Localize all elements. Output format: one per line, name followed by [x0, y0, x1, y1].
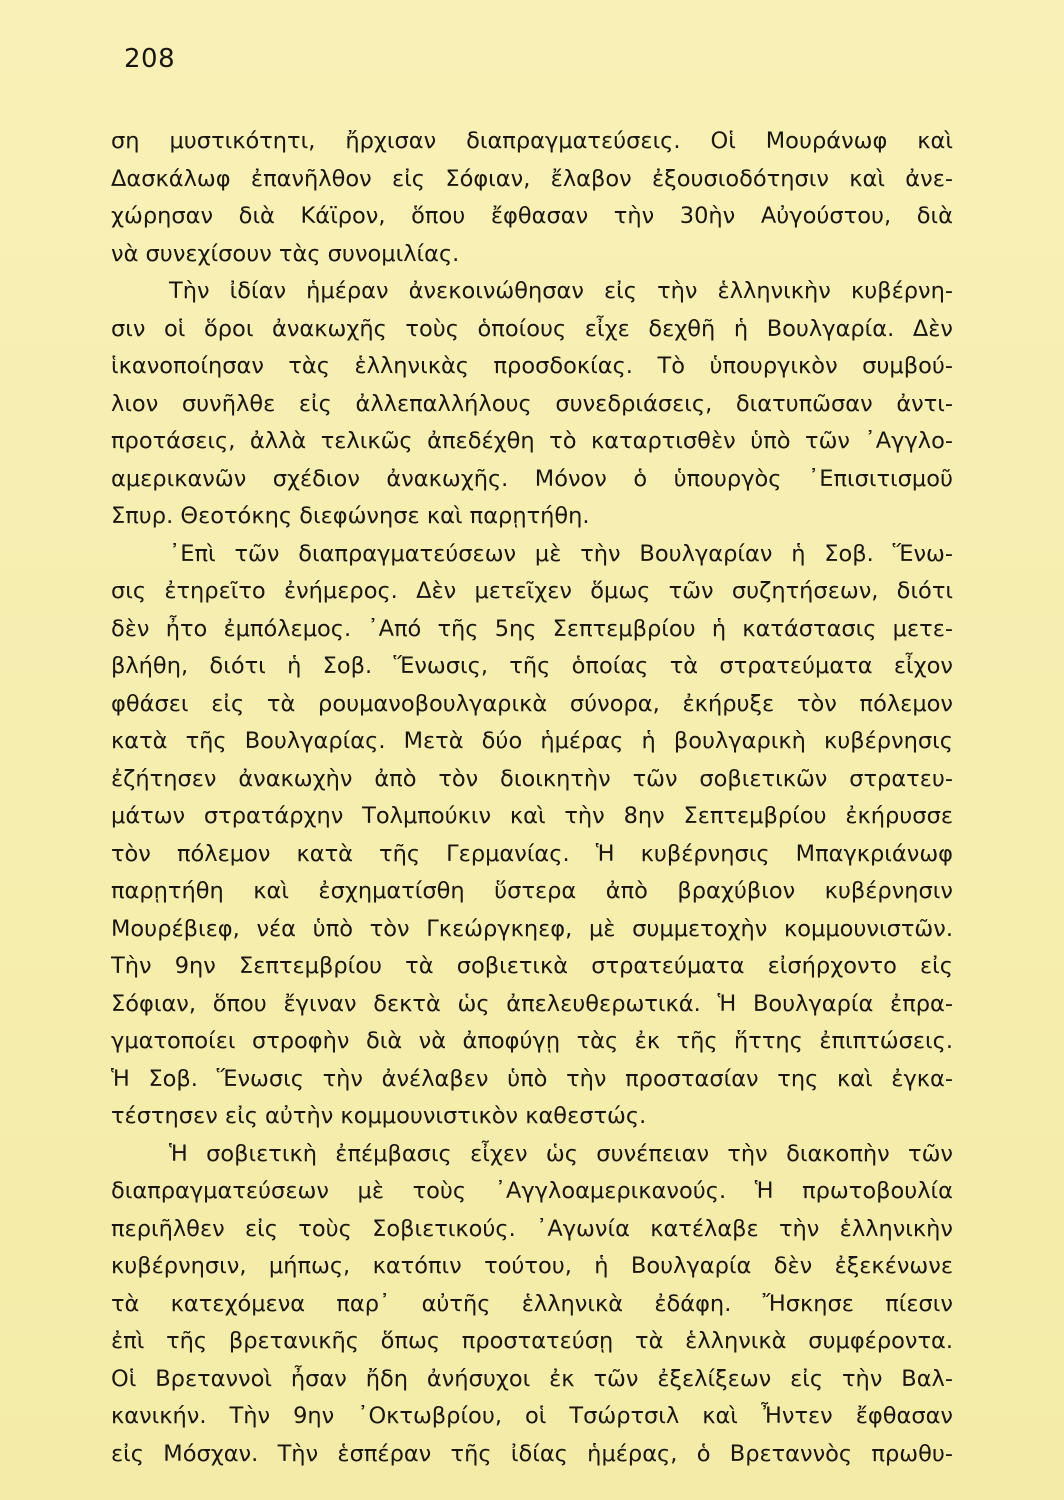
- text-line: τὰ κατεχόμενα παρ᾿ αὐτῆς ἑλληνικὰ ἐδάφη. Ἤσκησε πίεσιν: [111, 1290, 953, 1317]
- text-line: παρῃτήθη καὶ ἐσχηματίσθη ὕστερα ἀπὸ βραχύβιον κυβέρνησιν: [111, 878, 953, 904]
- text-line: διαπραγματεύσεων μὲ τοὺς ᾿Αγγλοαμερικανούς. Ἡ πρωτοβουλία: [111, 1178, 953, 1204]
- text-line: Τὴν 9ην Σεπτεμβρίου τὰ σοβιετικὰ στρατεύματα εἰσήρχοντο εἰς: [111, 953, 953, 979]
- text-line: νὰ συνεχίσουν τὰς συνομιλίας.: [111, 240, 460, 267]
- text-line: δὲν ἦτο ἐμπόλεμος. ᾿Από τῆς 5ης Σεπτεμβρίου ἡ κατάστασις μετε-: [111, 615, 953, 642]
- text-line: τὸν πόλεμον κατὰ τῆς Γερμανίας. Ἡ κυβέρνησις Μπαγκριάνωφ: [111, 840, 953, 867]
- text-line: Μουρέβιεφ, νέα ὑπὸ τὸν Γκεώργκηεφ, μὲ συμμετοχὴν κομμουνιστῶν.: [111, 915, 953, 942]
- text-line: σιν οἱ ὅροι ἀνακωχῆς τοὺς ὁποίους εἶχε δεχθῆ ἡ Βουλγαρία. Δὲν: [111, 315, 953, 342]
- text-line: Σόφιαν, ὅπου ἔγιναν δεκτὰ ὡς ἀπελευθερωτικά. Ἡ Βουλγαρία ἐπρα-: [111, 990, 953, 1017]
- text-line: Ἡ σοβιετικὴ ἐπέμβασις εἶχεν ὡς συνέπειαν τὴν διακοπὴν τῶν: [169, 1140, 953, 1167]
- text-line: ἐζήτησεν ἀνακωχὴν ἀπὸ τὸν διοικητὴν τῶν σοβιετικῶν στρατευ-: [111, 765, 953, 792]
- text-line: εἰς Μόσχαν. Τὴν ἑσπέραν τῆς ἰδίας ἡμέρας, ὁ Βρεταννὸς πρωθυ-: [111, 1440, 953, 1467]
- text-line: προτάσεις, ἀλλὰ τελικῶς ἀπεδέχθη τὸ καταρτισθὲν ὑπὸ τῶν ᾿Αγγλο-: [111, 428, 953, 454]
- text-line: κανικήν. Τὴν 9ην ᾿Οκτωβρίου, οἱ Τσώρτσιλ καὶ Ἦντεν ἔφθασαν: [111, 1403, 953, 1429]
- page-number: 208: [124, 44, 176, 74]
- body-text: [111, 123, 953, 1473]
- text-line: κυβέρνησιν, μήπως, κατόπιν τούτου, ἡ Βουλγαρία δὲν ἐξεκένωνε: [111, 1253, 953, 1279]
- text-line: ἐπὶ τῆς βρετανικῆς ὅπως προστατεύσῃ τὰ ἑλληνικὰ συμφέροντα.: [111, 1328, 953, 1354]
- text-line: σις ἐτηρεῖτο ἐνήμερος. Δὲν μετεῖχεν ὅμως τῶν συζητήσεων, διότι: [111, 578, 953, 604]
- text-line: Οἱ Βρεταννοὶ ἦσαν ἤδη ἀνήσυχοι ἐκ τῶν ἐξελίξεων εἰς τὴν Βαλ-: [111, 1365, 953, 1392]
- text-line: κατὰ τῆς Βουλγαρίας. Μετὰ δύο ἡμέρας ἡ βουλγαρικὴ κυβέρνησις: [111, 728, 953, 754]
- text-line: αμερικανῶν σχέδιον ἀνακωχῆς. Μόνον ὁ ὑπουργὸς ᾿Επισιτισμοῦ: [111, 465, 953, 492]
- text-line: Ἡ Σοβ. Ἕνωσις τὴν ἀνέλαβεν ὑπὸ τὴν προστασίαν της καὶ ἐγκα-: [111, 1065, 953, 1092]
- text-line: βλήθη, διότι ἡ Σοβ. Ἕνωσις, τῆς ὁποίας τὰ στρατεύματα εἶχον: [111, 653, 953, 679]
- text-line: χώρησαν διὰ Κάϊρον, ὅπου ἔφθασαν τὴν 30ὴν Αὐγούστου, διὰ: [111, 203, 953, 229]
- text-line: ᾿Επὶ τῶν διαπραγματεύσεων μὲ τὴν Βουλγαρίαν ἡ Σοβ. Ἕνω-: [169, 540, 953, 567]
- text-line: τέστησεν εἰς αὐτὴν κομμουνιστικὸν καθεστώς.: [111, 1103, 647, 1129]
- text-line: περιῆλθεν εἰς τοὺς Σοβιετικούς. ᾿Αγωνία κατέλαβε τὴν ἑλληνικὴν: [111, 1215, 953, 1242]
- text-line: φθάσει εἰς τὰ ρουμανοβουλγαρικὰ σύνορα, ἐκήρυξε τὸν πόλεμον: [111, 690, 953, 717]
- text-line: ση μυστικότητι, ἤρχισαν διαπραγματεύσεις. Οἱ Μουράνωφ καὶ: [111, 128, 953, 154]
- text-line: Σπυρ. Θεοτόκης διεφώνησε καὶ παρῃτήθη.: [111, 503, 590, 529]
- text-line: μάτων στρατάρχην Τολμπούκιν καὶ τὴν 8ην Σεπτεμβρίου ἐκήρυσσε: [111, 803, 953, 829]
- text-line: λιον συνῆλθε εἰς ἀλλεπαλλήλους συνεδριάσεις, διατυπῶσαν ἀντι-: [111, 390, 953, 417]
- text-line: Δασκάλωφ ἐπανῆλθον εἰς Σόφιαν, ἔλαβον ἐξουσιοδότησιν καὶ ἀνε-: [111, 165, 953, 192]
- text-line: Τὴν ἰδίαν ἡμέραν ἀνεκοινώθησαν εἰς τὴν ἑλληνικὴν κυβέρνη-: [169, 278, 953, 304]
- text-line: γματοποίει στροφὴν διὰ νὰ ἀποφύγῃ τὰς ἐκ τῆς ἥττης ἐπιπτώσεις.: [111, 1028, 953, 1054]
- text-line: ἱκανοποίησαν τὰς ἑλληνικὰς προσδοκίας. Τὸ ὑπουργικὸν συμβού-: [111, 353, 953, 379]
